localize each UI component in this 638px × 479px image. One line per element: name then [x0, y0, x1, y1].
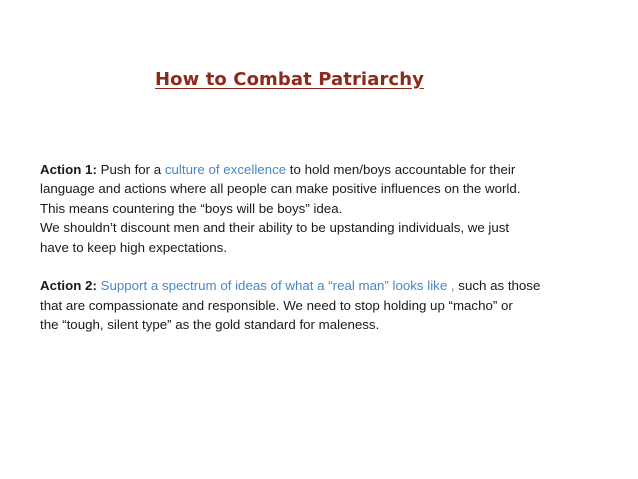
- slide-title: How to Combat Patriarchy: [155, 69, 424, 90]
- action2-line2: that are compassionate and responsible. We need to stop holding up “macho” or: [40, 297, 513, 313]
- action1-line5: have to keep high expectations.: [40, 239, 228, 255]
- action1-line1: [40, 160, 610, 179]
- action2-line1: [40, 276, 610, 295]
- paragraph-gap: [40, 257, 610, 276]
- action1-label: Action 1:: [40, 162, 97, 177]
- action2-line3: the “tough, silent type” as the gold standard for maleness.: [40, 317, 380, 333]
- action1-line3: This means countering the “boys will be boys” idea.: [40, 200, 343, 216]
- action1-highlight: culture of excellence: [164, 162, 287, 177]
- action1-line4: We shouldn’t discount men and their ability to be upstanding individuals, we just: [40, 220, 510, 236]
- action2-label: Action 2:: [40, 278, 97, 294]
- action2-highlight: Support a spectrum of ideas of what a “real man” looks like ,: [100, 278, 455, 294]
- action1-line2: language and actions where all people can make positive influences on the world.: [40, 181, 521, 197]
- slide-body: [40, 160, 610, 335]
- action1-text-post: to hold men/boys accountable for their: [286, 162, 516, 177]
- action2-text-post: such as those: [454, 278, 541, 294]
- action1-text-pre: Push for a: [96, 162, 165, 177]
